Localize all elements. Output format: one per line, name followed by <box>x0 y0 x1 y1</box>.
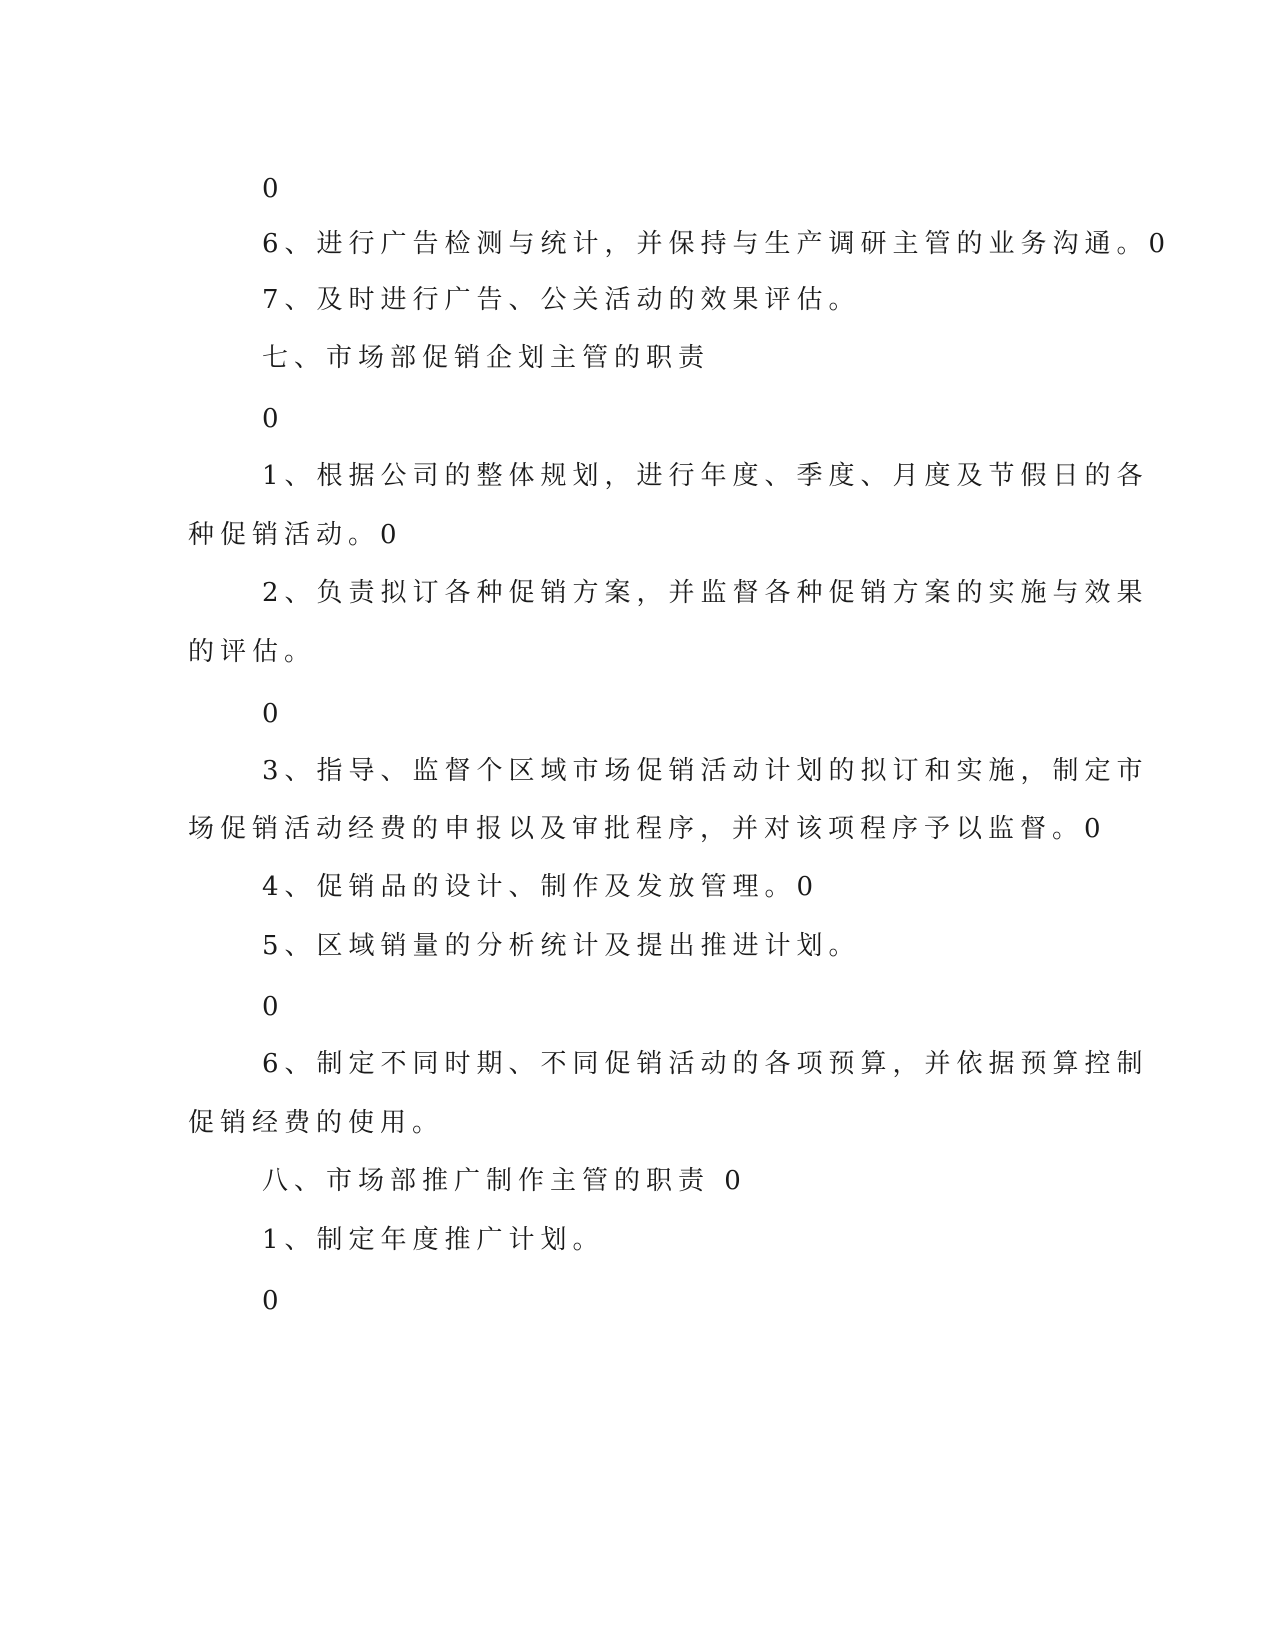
section-heading: 八、市场部推广制作主管的职责 0 <box>262 1166 747 1196</box>
text-line: 0 <box>262 1286 285 1316</box>
text-line: 1、制定年度推广计划。 <box>262 1225 605 1255</box>
text-line: 1、根据公司的整体规划，进行年度、季度、月度及节假日的各 <box>262 461 1149 491</box>
text-line: 场促销活动经费的申报以及审批程序，并对该项程序予以监督。0 <box>188 814 1107 844</box>
text-line: 2、负责拟订各种促销方案，并监督各种促销方案的实施与效果 <box>262 578 1149 608</box>
text-line: 的评估。 <box>188 637 317 667</box>
text-line: 0 <box>262 699 285 729</box>
text-line: 6、制定不同时期、不同促销活动的各项预算，并依据预算控制 <box>262 1049 1149 1079</box>
text-line: 种促销活动。0 <box>188 520 403 550</box>
text-line: 4、促销品的设计、制作及发放管理。0 <box>262 872 820 902</box>
text-line: 7、及时进行广告、公关活动的效果评估。 <box>262 285 861 315</box>
text-line: 5、区域销量的分析统计及提出推进计划。 <box>262 931 861 961</box>
section-heading: 七、市场部促销企划主管的职责 <box>262 343 711 373</box>
text-line: 0 <box>262 174 285 204</box>
text-line: 0 <box>262 404 285 434</box>
text-line: 0 <box>262 992 285 1022</box>
text-line: 3、指导、监督个区域市场促销活动计划的拟订和实施，制定市 <box>262 756 1149 786</box>
text-line: 6、进行广告检测与统计，并保持与生产调研主管的业务沟通。0 <box>262 229 1172 259</box>
text-line: 促销经费的使用。 <box>188 1108 445 1138</box>
